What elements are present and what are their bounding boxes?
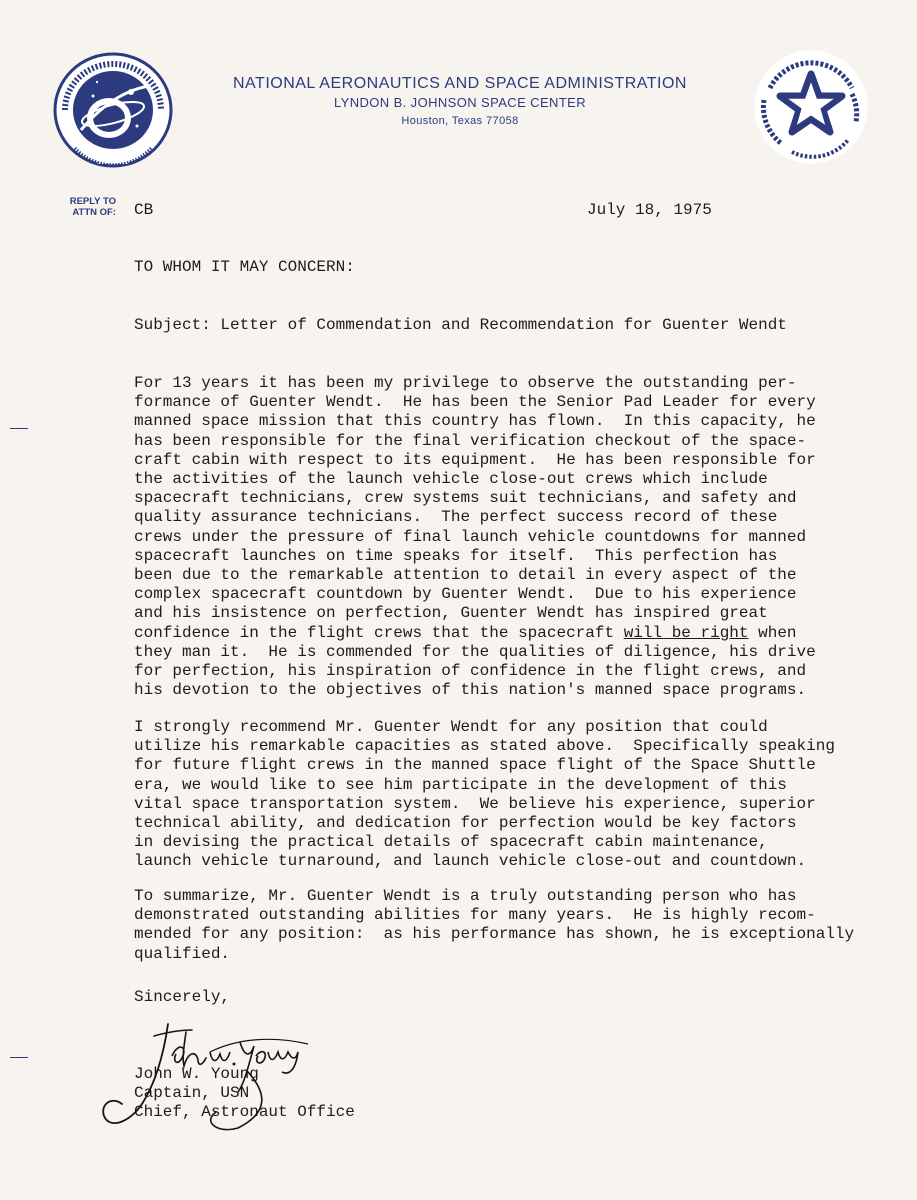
agency-name: NATIONAL AERONAUTICS AND SPACE ADMINISTRATION bbox=[233, 75, 687, 92]
paragraph-1-part-b: when they man it. He is commended for the qualities of diligence, his drive for perfection, his inspiration of confidence in the flight crews, and his devotion to the objectives of this nation's manned space programs. bbox=[134, 623, 816, 700]
reply-to-label bbox=[58, 196, 116, 218]
paragraph-1 bbox=[134, 374, 874, 700]
letterhead bbox=[190, 74, 730, 130]
reply-to-label-line1: REPLY TO bbox=[69, 196, 116, 207]
signatory-name: John W. Young bbox=[134, 1065, 259, 1083]
letter-date: July 18, 1975 bbox=[587, 201, 712, 219]
salutation: TO WHOM IT MAY CONCERN: bbox=[134, 258, 355, 276]
paragraph-3: To summarize, Mr. Guenter Wendt is a truly outstanding person who has demonstrated outstanding abilities for many years. He is highly recom- mended for any position: as his performance has shown, he is exceptionally qualified. bbox=[134, 887, 855, 963]
margin-mark bbox=[10, 1057, 28, 1058]
center-address: Houston, Texas 77058 bbox=[401, 115, 519, 127]
reply-to-label-line2: ATTN OF: bbox=[72, 207, 116, 218]
center-name: LYNDON B. JOHNSON SPACE CENTER bbox=[333, 95, 587, 110]
closing: Sincerely, bbox=[134, 988, 231, 1006]
handwritten-signature bbox=[98, 1012, 313, 1137]
nasa-seal-icon bbox=[53, 52, 173, 168]
signatory-title: Chief, Astronaut Office bbox=[134, 1103, 355, 1121]
reply-code: CB bbox=[134, 201, 154, 219]
subject-line: Subject: Letter of Commendation and Recommendation for Guenter Wendt bbox=[134, 316, 787, 334]
paragraph-2: I strongly recommend Mr. Guenter Wendt for any position that could utilize his remarkable capacities as stated above. Specifically speaking for future flight crews in the manned space flight of the Space Shuttle era, we would like to see him participate in the development of this vital space transportation system. We believe his experience, superior technical ability, and dedication for perfection would be key factors in devising the practical details of spacecraft cabin maintenance, launch vehicle turnaround, and launch vehicle close-out and countdown. bbox=[134, 718, 835, 871]
margin-mark bbox=[10, 428, 28, 429]
bicentennial-star-icon bbox=[752, 48, 870, 166]
signatory-rank: Captain, USN bbox=[134, 1084, 250, 1102]
paragraph-1-part-a: For 13 years it has been my privilege to observe the outstanding per- formance of Guenter Wendt. He has been the Senior Pad Leader for every manned space mission that this country has flown. In this capacity, he has been responsible for the final verification checkout of the space- craft cabin with respect to its equipment. He has been responsible for the activities of the launch vehicle close-out crews which include spacecraft technicians, crew systems suit technicians, and safety and quality assurance technicians. The perfect success record of these crews under the pressure of final launch vehicle countdowns for manned spacecraft launches on time speaks for itself. This perfection has been due to the remarkable attention to detail in every aspect of the complex spacecraft countdown by Guenter Wendt. Due to his experience and his insistence on perfection, Guenter Wendt has inspired great confidence in the flight crews that the spacecraft bbox=[134, 374, 816, 642]
underlined-phrase: will be right bbox=[623, 623, 749, 642]
